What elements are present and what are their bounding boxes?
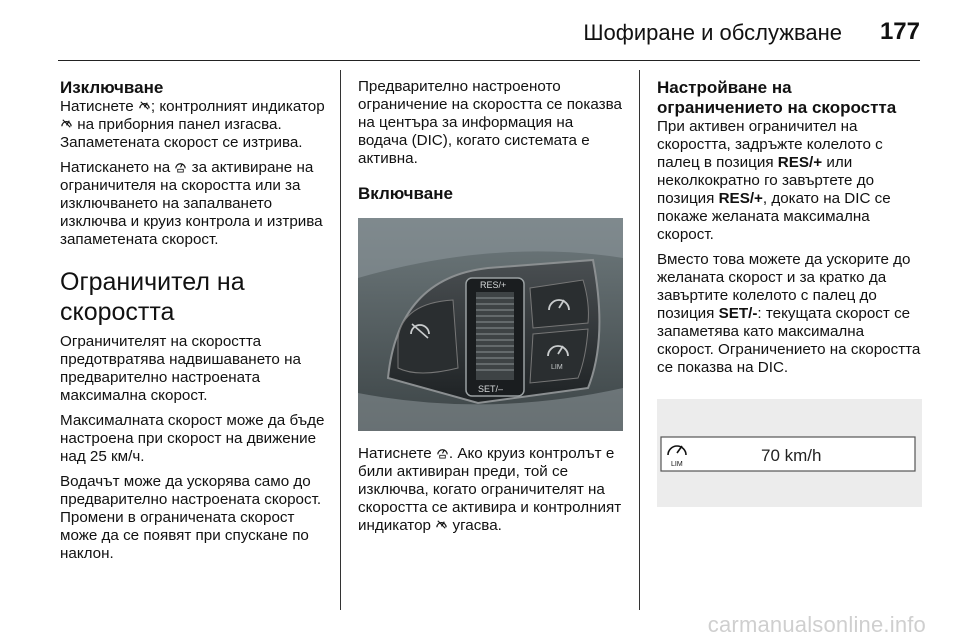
paragraph-limit-display: Предварително настроеното ограничение на скоростта се показва на центъра за информация на водача (DIC), когато системата е активна.	[358, 78, 622, 167]
heading-switch-on: Включване	[358, 184, 453, 203]
column-divider-2	[639, 70, 640, 610]
lim-label: LIM	[551, 364, 563, 371]
column-2	[358, 78, 623, 542]
column-1	[60, 78, 328, 570]
page-header	[0, 0, 960, 62]
heading-switch-off: Изключване	[60, 78, 164, 97]
text-segment: Натискането на	[60, 159, 171, 176]
column-3	[657, 78, 922, 507]
res-position-label: RES/+	[718, 190, 763, 207]
cruise-control-indicator-icon	[60, 117, 73, 130]
set-position-label: SET/-	[718, 305, 758, 322]
text-segment: . Ако круиз контролът е били активиран преди, той се изключва, когато ограничителят на скоростта се активира и контролният индикатор	[358, 445, 622, 534]
text-segment: угасва.	[452, 517, 502, 534]
paragraph-limiter-description: Ограничителят на скоростта предотвратява надвишаването на предварително настроената максимална скорост.	[60, 333, 301, 404]
set-label: SET/–	[478, 384, 504, 394]
text-segment: Вместо това можете да ускорите до желаната скорост и за кратко да завъртите колелото с палец до позиция	[657, 251, 911, 322]
paragraph-limiter-accelerate: Водачът може да ускорява само до предварително настроената скорост. Промени в ограничената скорост може да се появят при спускане по наклон.	[60, 473, 322, 562]
text-segment: , докато на DIC се покаже желаната максимална скорост.	[657, 190, 891, 243]
text-segment: При активен ограничител на скоростта, задръжте колелото с палец в позиция	[657, 118, 883, 171]
text-segment: : текущата скорост се запаметява като максимална скорост. Ограничението на скоростта се показва на DIC.	[657, 305, 921, 376]
paragraph-set-limit-set	[657, 251, 922, 377]
text-segment: ; контролният индикатор	[150, 98, 325, 115]
watermark: carmanualsonline.info	[707, 612, 926, 637]
paragraph-switch-off	[60, 98, 328, 152]
dic-display-image	[657, 399, 922, 507]
heading-speed-limiter: Ограничител на скоростта	[60, 268, 245, 326]
speed-limiter-button-icon	[436, 446, 449, 459]
speed-limiter-button-icon	[174, 160, 187, 173]
paragraph-limiter-min-speed: Максималната скорост може да бъде настроена при скорост на движение над 25 км/ч.	[60, 412, 325, 465]
paragraph-set-limit-res	[657, 118, 922, 244]
text-segment: Натиснете	[358, 445, 432, 462]
cruise-control-indicator-icon	[435, 518, 448, 531]
steering-wheel-controls-photo	[358, 218, 623, 431]
paragraph-activate-limiter	[358, 445, 623, 535]
paragraph-limiter-cancels-cruise	[60, 159, 328, 249]
res-position-label: RES/+	[777, 154, 823, 171]
header-rule	[58, 60, 920, 61]
text-segment: или неколкократно го завъртете до позиция	[657, 154, 875, 207]
res-label: RES/+	[480, 280, 507, 290]
cruise-control-indicator-icon	[138, 99, 151, 112]
text-segment: Натиснете	[60, 98, 134, 115]
heading-setting-limit: Настройване на ограничението на скоростта	[657, 78, 897, 117]
text-segment: за активиране на ограничителя на скоростта или за изключването на запалването изключва и круиз контрола и изтрива запаметената скорост.	[60, 159, 323, 248]
text-segment: на приборния панел изгасва. Запаметената скорост се изтрива.	[60, 116, 303, 151]
column-divider-1	[340, 70, 341, 610]
header-title: Шофиране и обслужване	[583, 20, 842, 45]
page-number: 177	[879, 18, 920, 45]
dic-speed-value: 70 km/h	[761, 446, 822, 465]
dic-lim-label: LIM	[671, 461, 683, 468]
